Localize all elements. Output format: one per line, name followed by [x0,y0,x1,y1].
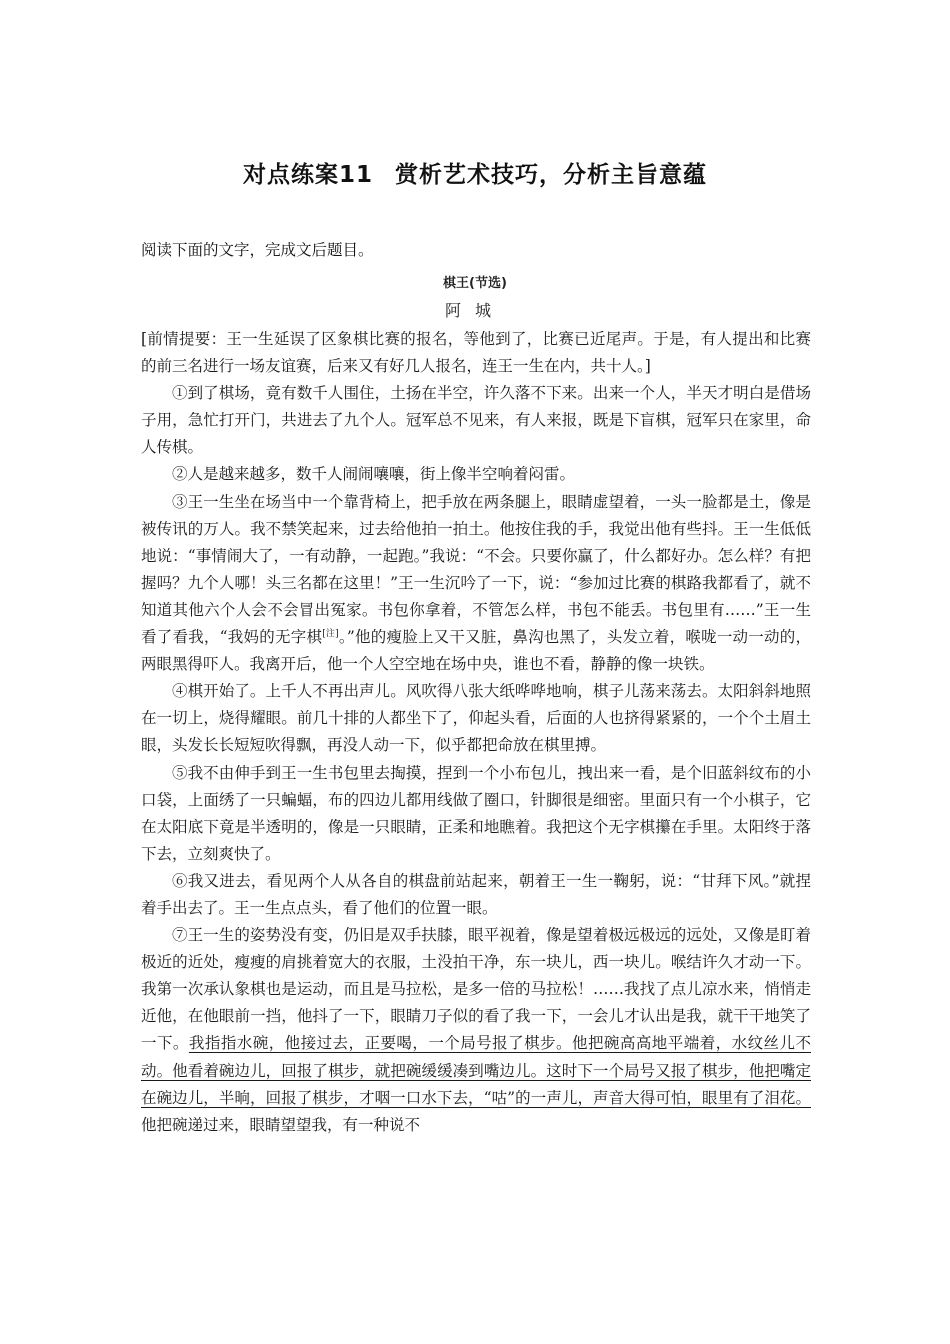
paragraph-7 [141,922,811,1139]
paragraph-3-part-b: 。”他的瘦脸上又干又脏，鼻沟也黑了，头发立着，喉咙一动一动的，两眼黑得吓人。我离开后，他一个人空空地在场中央，谁也不看，静静的像一块铁。 [141,628,811,674]
footnote-marker: [注] [322,628,339,639]
paragraph-7-plain: ⑦王一生的姿势没有变，仍旧是双手扶膝，眼平视着，像是望着极远极远的远处，又像是盯着极近的近处，瘦瘦的肩挑着宽大的衣服，土没拍干净，东一块儿，西一块儿。喉结许久才动一下。我第一次承认象棋也是运动，而且是马拉松，是多一倍的马拉松！……我找了点儿凉水来，悄悄走近他，在他眼前一挡，他抖了一下，眼睛刀子似的看了我一下，一会儿才认出是我，就干干地笑了一下。 [141,926,811,1053]
essay-author: 阿城 [444,301,505,320]
paragraph-6: ⑥我又进去，看见两个人从各自的棋盘前站起来，朝着王一生一鞠躬，说：“甘拜下风。”就捏着手出去了。王一生点点头，看了他们的位置一眼。 [141,871,811,917]
essay-title: 棋王(节选) [443,276,507,291]
page-title [0,156,950,189]
paragraph-2: ②人是越来越多，数千人闹闹嚷嚷，街上像半空响着闷雷。 [172,465,576,484]
preface-paragraph: [前情提要：王一生延误了区象棋比赛的报名，等他到了，比赛已近尾声。于是，有人提出和比赛的前三名进行一场友谊赛，后来又有好几人报名，连王一生在内，共十人。] [141,330,811,376]
title-sub: 赏析艺术技巧，分析主旨意蕴 [395,162,707,188]
paragraph-3-part-a: ③王一生坐在场当中一个靠背椅上，把手放在两条腿上，眼睛虚望着，一头一脸都是土，像是被传讯的万人。我不禁笑起来，过去给他拍一拍土。他按住我的手，我觉出他有些抖。王一生低低地说：“事情闹大了，一有动静，一起跑。”我说：“不会。只要你赢了，什么都好办。怎么样？有把握吗？九个人哪！头三名都在这里！”王一生沉吟了一下，说：“参加过比赛的棋路我都看了，就不知道其他六个人会不会冒出冤家。书包你拿着，不管怎么样，书包不能丢。书包里有……”王一生看了看我，“我妈的无字棋 [141,492,811,647]
paragraph-1: ①到了棋场，竟有数千人围住，土扬在半空，许久落不下来。出来一个人，半天才明白是借场子用，急忙打开门，共进去了九个人。冠军总不见来，有人来报，既是下盲棋，冠军只在家里，命人传棋。 [141,384,811,457]
title-main: 对点练案11 [242,162,373,188]
underlined-passage: 我指指水碗，他接过去，正要喝，一个局号报了棋步。他把碗高高地平端着，水纹丝儿不动。他看着碗边儿，回报了棋步，就把碗缓缓凑到嘴边儿。这时下一个局号又报了棋步，他把嘴定在碗边儿，半晌，回报了棋步，才咽一口水下去，“咕”的一声儿，声音大得可怕，眼里有了泪花。 [141,1034,811,1107]
paragraph-4: ④棋开始了。上千人不再出声儿。风吹得八张大纸哗哗地响，棋子儿荡来荡去。太阳斜斜地照在一切上，烧得耀眼。前几十排的人都坐下了，仰起头看，后面的人也挤得紧紧的，一个个土眉土眼，头发长长短短吹得飘，再没人动一下，似乎都把命放在棋里搏。 [141,682,811,755]
reading-instruction: 阅读下面的文字，完成文后题目。 [141,241,374,259]
paragraph-3 [141,489,811,679]
essay-body [141,326,811,1139]
paragraph-7-tail: 他把碗递过来，眼睛望望我，有一种说不 [141,1115,421,1134]
paragraph-5: ⑤我不由伸手到王一生书包里去掏摸，捏到一个小布包儿，拽出来一看，是个旧蓝斜纹布的小口袋，上面绣了一只蝙蝠，布的四边儿都用线做了圈口，针脚很是细密。里面只有一个小棋子，它在太阳底下竟是半透明的，像是一只眼睛，正柔和地瞧着。我把这个无字棋攥在手里。太阳终于落下去，立刻爽快了。 [141,763,811,863]
